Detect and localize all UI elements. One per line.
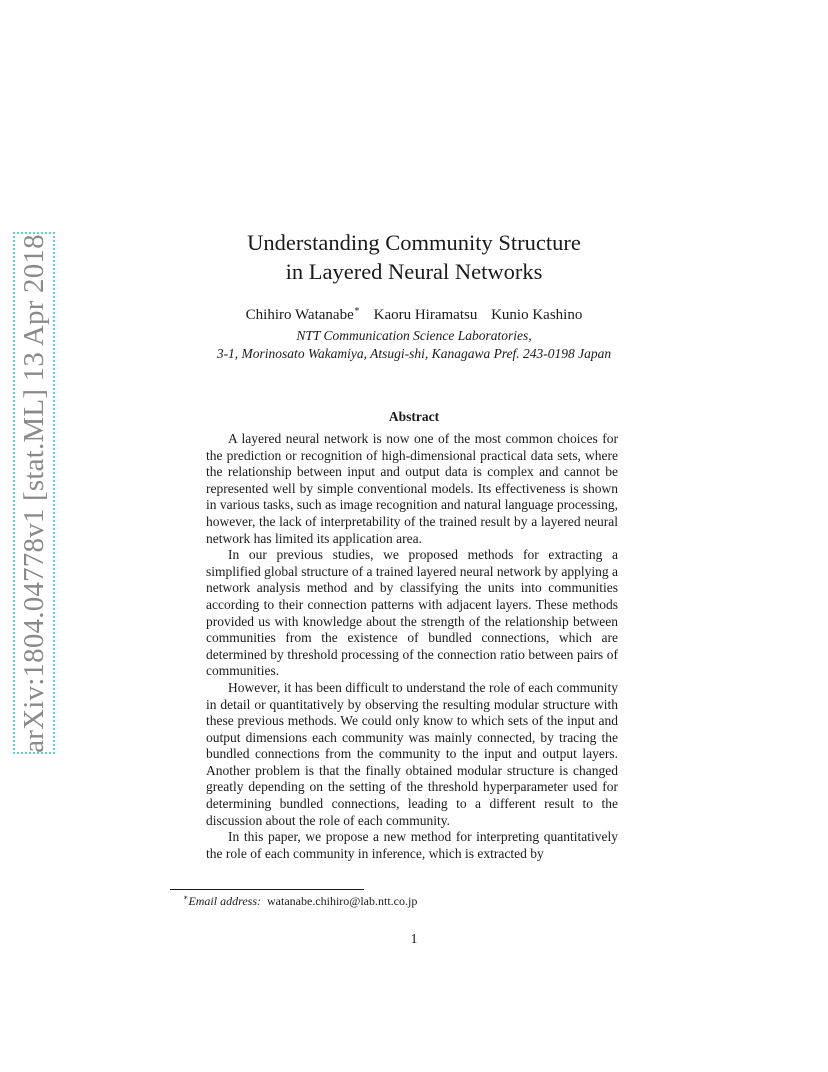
paper-title — [0, 228, 828, 286]
affiliation-institution: NTT Communication Science Laboratories, — [296, 328, 532, 343]
author-list — [0, 306, 828, 325]
abstract-paragraph: In our previous studies, we proposed methods for extracting a simplified global structure of a trained layered neural network by applying a network analysis method and by classifying the units into communities according to their connection patterns with adjacent layers. These methods provided us with knowledge about the strength of the relationship between communities from the existence of bundled connections, which are determined by threshold processing of the connection ratio between pairs of communities. — [206, 547, 618, 679]
footnote-label: Email address: — [188, 894, 261, 908]
footnote — [183, 893, 417, 909]
abstract-paragraph: However, it has been difficult to understand the role of each community in detail or quantitatively by observing the resulting modular structure with these previous methods. We could only know to which sets of the input and output dimensions each community was mainly connected, by tracing the bundled connections from the community to the input and output layers. Another problem is that the finally obtained modular structure is changed greatly depending on the setting of the threshold hyperparameter used for determining bundled connections, leading to a different result to the discussion about the role of each community. — [206, 679, 618, 828]
paper-title-line-2: in Layered Neural Networks — [285, 259, 543, 284]
abstract-heading: Abstract — [388, 409, 440, 424]
abstract-paragraph: In this paper, we propose a new method for interpreting quantitatively the role of each community in inference, which is extracted by — [206, 829, 618, 861]
abstract-body — [206, 431, 618, 862]
paper-title-line-1: Understanding Community Structure — [247, 230, 581, 255]
abstract-paragraph: A layered neural network is now one of the most common choices for the prediction or recognition of high-dimensional practical data sets, where the relationship between input and output data is complex and cannot be represented well by simple conventional models. Its effectiveness is shown in various tasks, such as image recognition and natural language processing, however, the lack of interpretability of the trained result by a layered neural network has limited its application area. — [206, 431, 618, 546]
footnote-divider — [170, 889, 364, 890]
footnote-email: watanabe.chihiro@lab.ntt.co.jp — [267, 894, 418, 908]
author-name: Chihiro Watanabe — [245, 307, 354, 323]
author-name: Kunio Kashino — [491, 307, 583, 323]
footnote-mark: ∗ — [183, 893, 189, 902]
arxiv-identifier-text: arXiv:1804.04778v1 [stat.ML] 13 Apr 2018 — [17, 233, 50, 753]
affiliation-address: 3-1, Morinosato Wakamiya, Atsugi-shi, Kanagawa Pref. 243-0198 Japan — [216, 346, 612, 361]
author-footnote-mark: ∗ — [353, 304, 360, 314]
page-number: 1 — [410, 932, 418, 947]
author-name: Kaoru Hiramatsu — [373, 307, 478, 323]
